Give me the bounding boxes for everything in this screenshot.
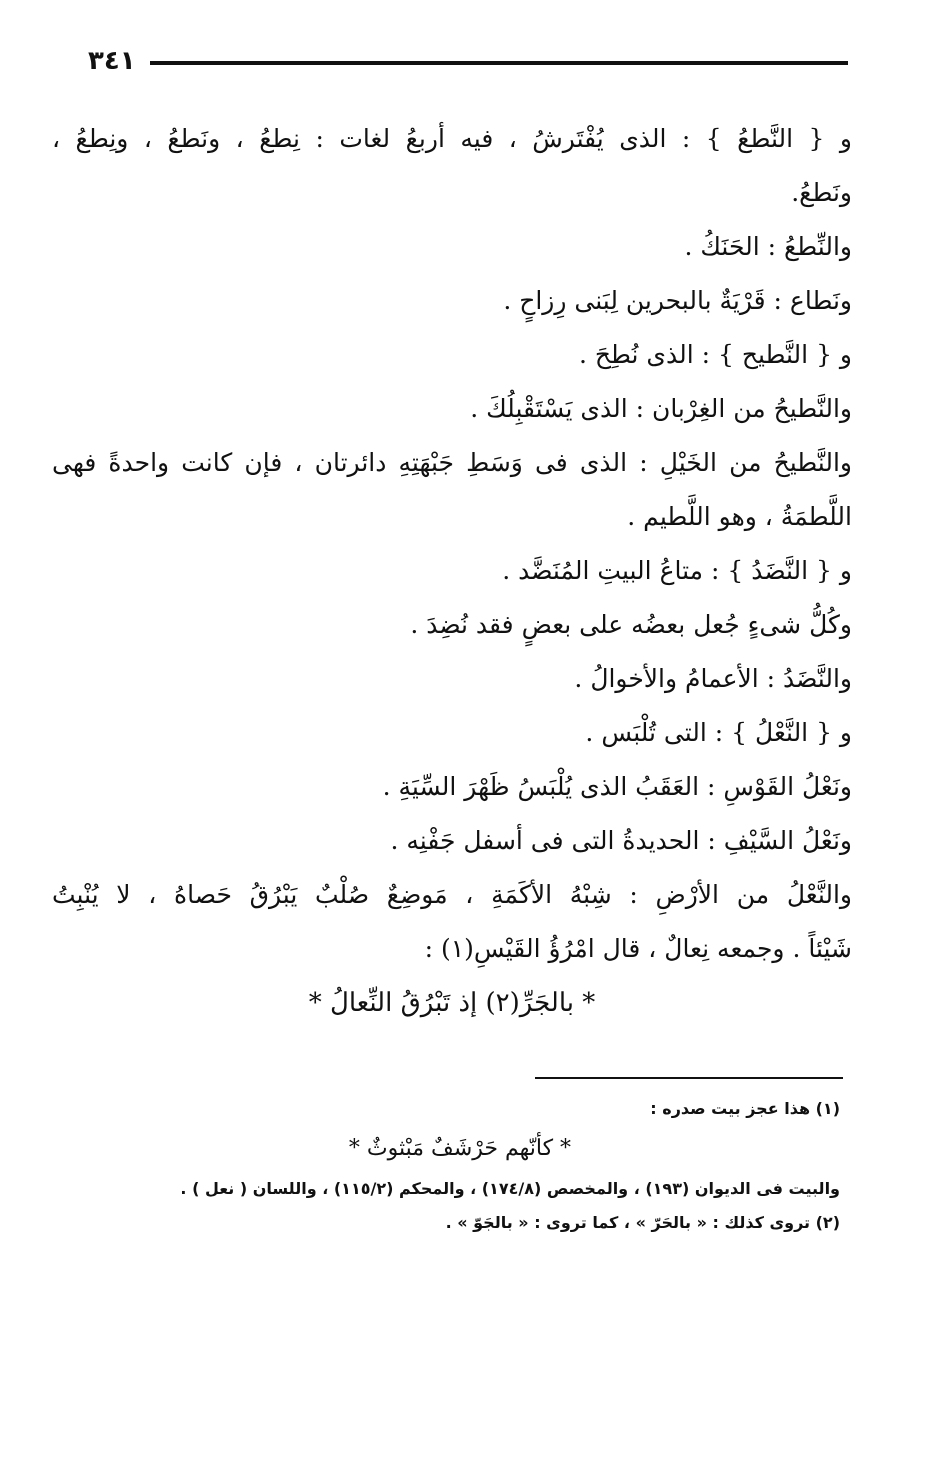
text-line: شَيْئاً . وجمعه نِعالٌ ، قال امْرُؤُ القَيْسِ(١) : — [424, 934, 852, 963]
footnote-2: (٢) تروى كذلك : « بالحَرّ » ، كما تروى : « بالجَوّ » . — [445, 1213, 840, 1232]
text-line: ونَطاع : قَرْيَةٌ بالبحرين لِبَنى رِزاحٍ . — [503, 286, 852, 315]
text-line: والنَّضَدُ : الأعمامُ والأخوالُ . — [574, 664, 852, 693]
footnotes — [80, 1092, 840, 1240]
footnote-1-verse: * كأنّهم حَرْشَفٌ مَبْثوثٌ * — [348, 1136, 572, 1161]
verse-line: * بالجَرِّ(٢) إذ تَبْرُقُ النِّعالُ * — [308, 988, 596, 1018]
text-line: و { النَّعْلُ } : التى تُلْبَس . — [585, 718, 852, 747]
page-number: ٣٤١ — [88, 46, 136, 76]
text-line: والنِّطعُ : الحَنَكُ . — [684, 232, 852, 261]
text-line: والنَّطيحُ من الغِرْبان : الذى يَسْتَقْبِلُكَ . — [470, 394, 852, 423]
text-line: والنَّعْلُ من الأرْضِ : شِبْهُ الأكَمَةِ ، مَوضِعٌ صُلْبٌ يَبْرُقُ حَصاهُ ، لا يُنْبِتُ — [52, 880, 852, 909]
header-rule — [150, 61, 848, 65]
page-header — [88, 44, 848, 80]
footnote-1-intro: (١) هذا عجز بيت صدره : — [650, 1099, 840, 1118]
text-line: ونَعْلُ السَّيْفِ : الحديدةُ التى فى أسفل جَفْنِه . — [390, 826, 852, 855]
text-line: و { النَّضَدُ } : متاعُ البيتِ المُنَضَّد . — [502, 556, 852, 585]
text-line: و { النَّطيح } : الذى نُطِحَ . — [578, 340, 852, 369]
text-line: ونَعْلُ القَوْسِ : العَقَبُ الذى يُلْبَسُ ظَهْرَ السِّيَةِ . — [382, 772, 852, 801]
text-line: والنَّطيحُ من الخَيْلِ : الذى فى وَسَطِ جَبْهَتِهِ دائرتان ، فإن كانت واحدةً فهى — [52, 448, 852, 477]
text-line: وكُلُّ شىءٍ جُعل بعضُه على بعضٍ فقد نُضِدَ . — [410, 610, 852, 639]
text-line: و { النَّطعُ } : الذى يُفْتَرشُ ، فيه أربعُ لغات : نِطعُ ، ونَطعُ ، ونِطعُ ، — [52, 124, 852, 153]
footnote-separator — [535, 1077, 843, 1079]
footnote-1-source: والبيت فى الديوان (١٩٣) ، والمخصص (١٧٤/٨) ، والمحكم (١١٥/٢) ، واللسان ( نعل ) . — [180, 1179, 840, 1198]
text-line: اللَّطمَةُ ، وهو اللَّطيم . — [627, 502, 852, 531]
main-text — [52, 112, 852, 1030]
text-line: ونَطعُ. — [791, 178, 852, 207]
